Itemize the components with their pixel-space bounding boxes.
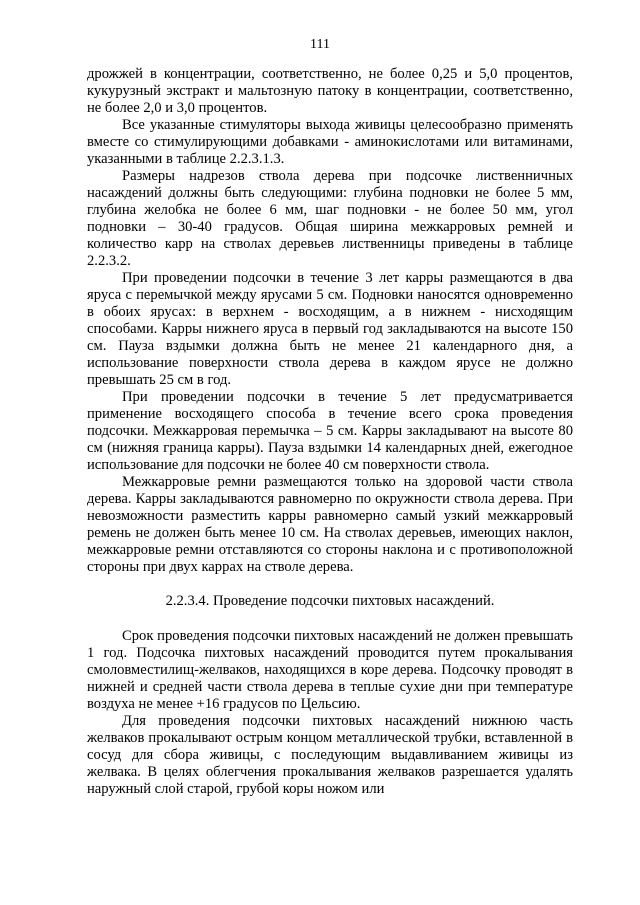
paragraph-continuation: дрожжей в концентрации, соответственно, не более 0,25 и 5,0 процентов, кукурузный экстракт и мальтозную патоку в концентрации, соответственно, не более 2,0 и 3,0 процентов. xyxy=(87,66,573,116)
section-heading: 2.2.3.4. Проведение подсочки пихтовых насаждений. xyxy=(165,593,495,609)
document-body xyxy=(87,66,573,798)
paragraph-five-year-tapping: При проведении подсочки в течение 5 лет предусматривается применение восходящего способа в течение всего срока проведения подсочки. Межкарровая перемычка – 5 см. Карры закладывают на высоте 80 см (нижняя граница карры). Пауза вздымки 14 календарных дней, ежегодное использование для подсочки не более 40 см поверхности ствола. xyxy=(87,389,573,473)
paragraph-cut-dimensions: Размеры надрезов ствола дерева при подсочке лиственничных насаждений должны быть следующими: глубина подновки не более 5 мм, глубина желобка не более 6 мм, шаг подновки - не более 50 мм, угол подновки – 30-40 градусов. Общая ширина межкарровых ремней и количество карр на стволах деревьев лиственницы приведены в таблице 2.2.3.2. xyxy=(87,168,573,269)
page-number: 111 xyxy=(310,37,330,52)
paragraph-stimulators: Все указанные стимуляторы выхода живицы целесообразно применять вместе со стимулирующими добавками - аминокислотами или витаминами, указанными в таблице 2.2.3.1.3. xyxy=(87,117,573,167)
paragraph-fir-tapping-period: Срок проведения подсочки пихтовых насаждений не должен превышать 1 год. Подсочка пихтовых насаждений проводится путем прокалывания смоловместилищ-желваков, находящихся в коре дерева. Подсочку проводят в нижней и средней части ствола дерева в теплые сухие дни при температуре воздуха не менее +16 градусов по Цельсию. xyxy=(87,628,573,712)
paragraph-fir-tapping-method: Для проведения подсочки пихтовых насаждений нижнюю часть желваков прокалывают острым концом металлической трубки, вставленной в сосуд для сбора живицы, с последующим выдавливанием живицы из желвака. В целях облегчения прокалывания желваков разрешается удалять наружный слой старой, грубой коры ножом или xyxy=(87,713,573,797)
paragraph-three-year-tapping: При проведении подсочки в течение 3 лет карры размещаются в два яруса с перемычкой между ярусами 5 см. Подновки наносятся одновременно в обоих ярусах: в верхнем - восходящим, а в нижнем - нисходящим способами. Карры нижнего яруса в первый год закладываются на высоте 150 см. Пауза вздымки должна быть не менее 21 календарного дня, а использование поверхности ствола дерева в каждом ярусе не должно превышать 25 см в год. xyxy=(87,270,573,388)
paragraph-inter-face-strips: Межкарровые ремни размещаются только на здоровой части ствола дерева. Карры закладываются равномерно по окружности ствола дерева. При невозможности разместить карры равномерно самый узкий межкарровый ремень не должен быть менее 10 см. На стволах деревьев, имеющих наклон, межкарровые ремни отставляются со стороны наклона и с противоположной стороны при двух каррах на стволе дерева. xyxy=(87,474,573,575)
